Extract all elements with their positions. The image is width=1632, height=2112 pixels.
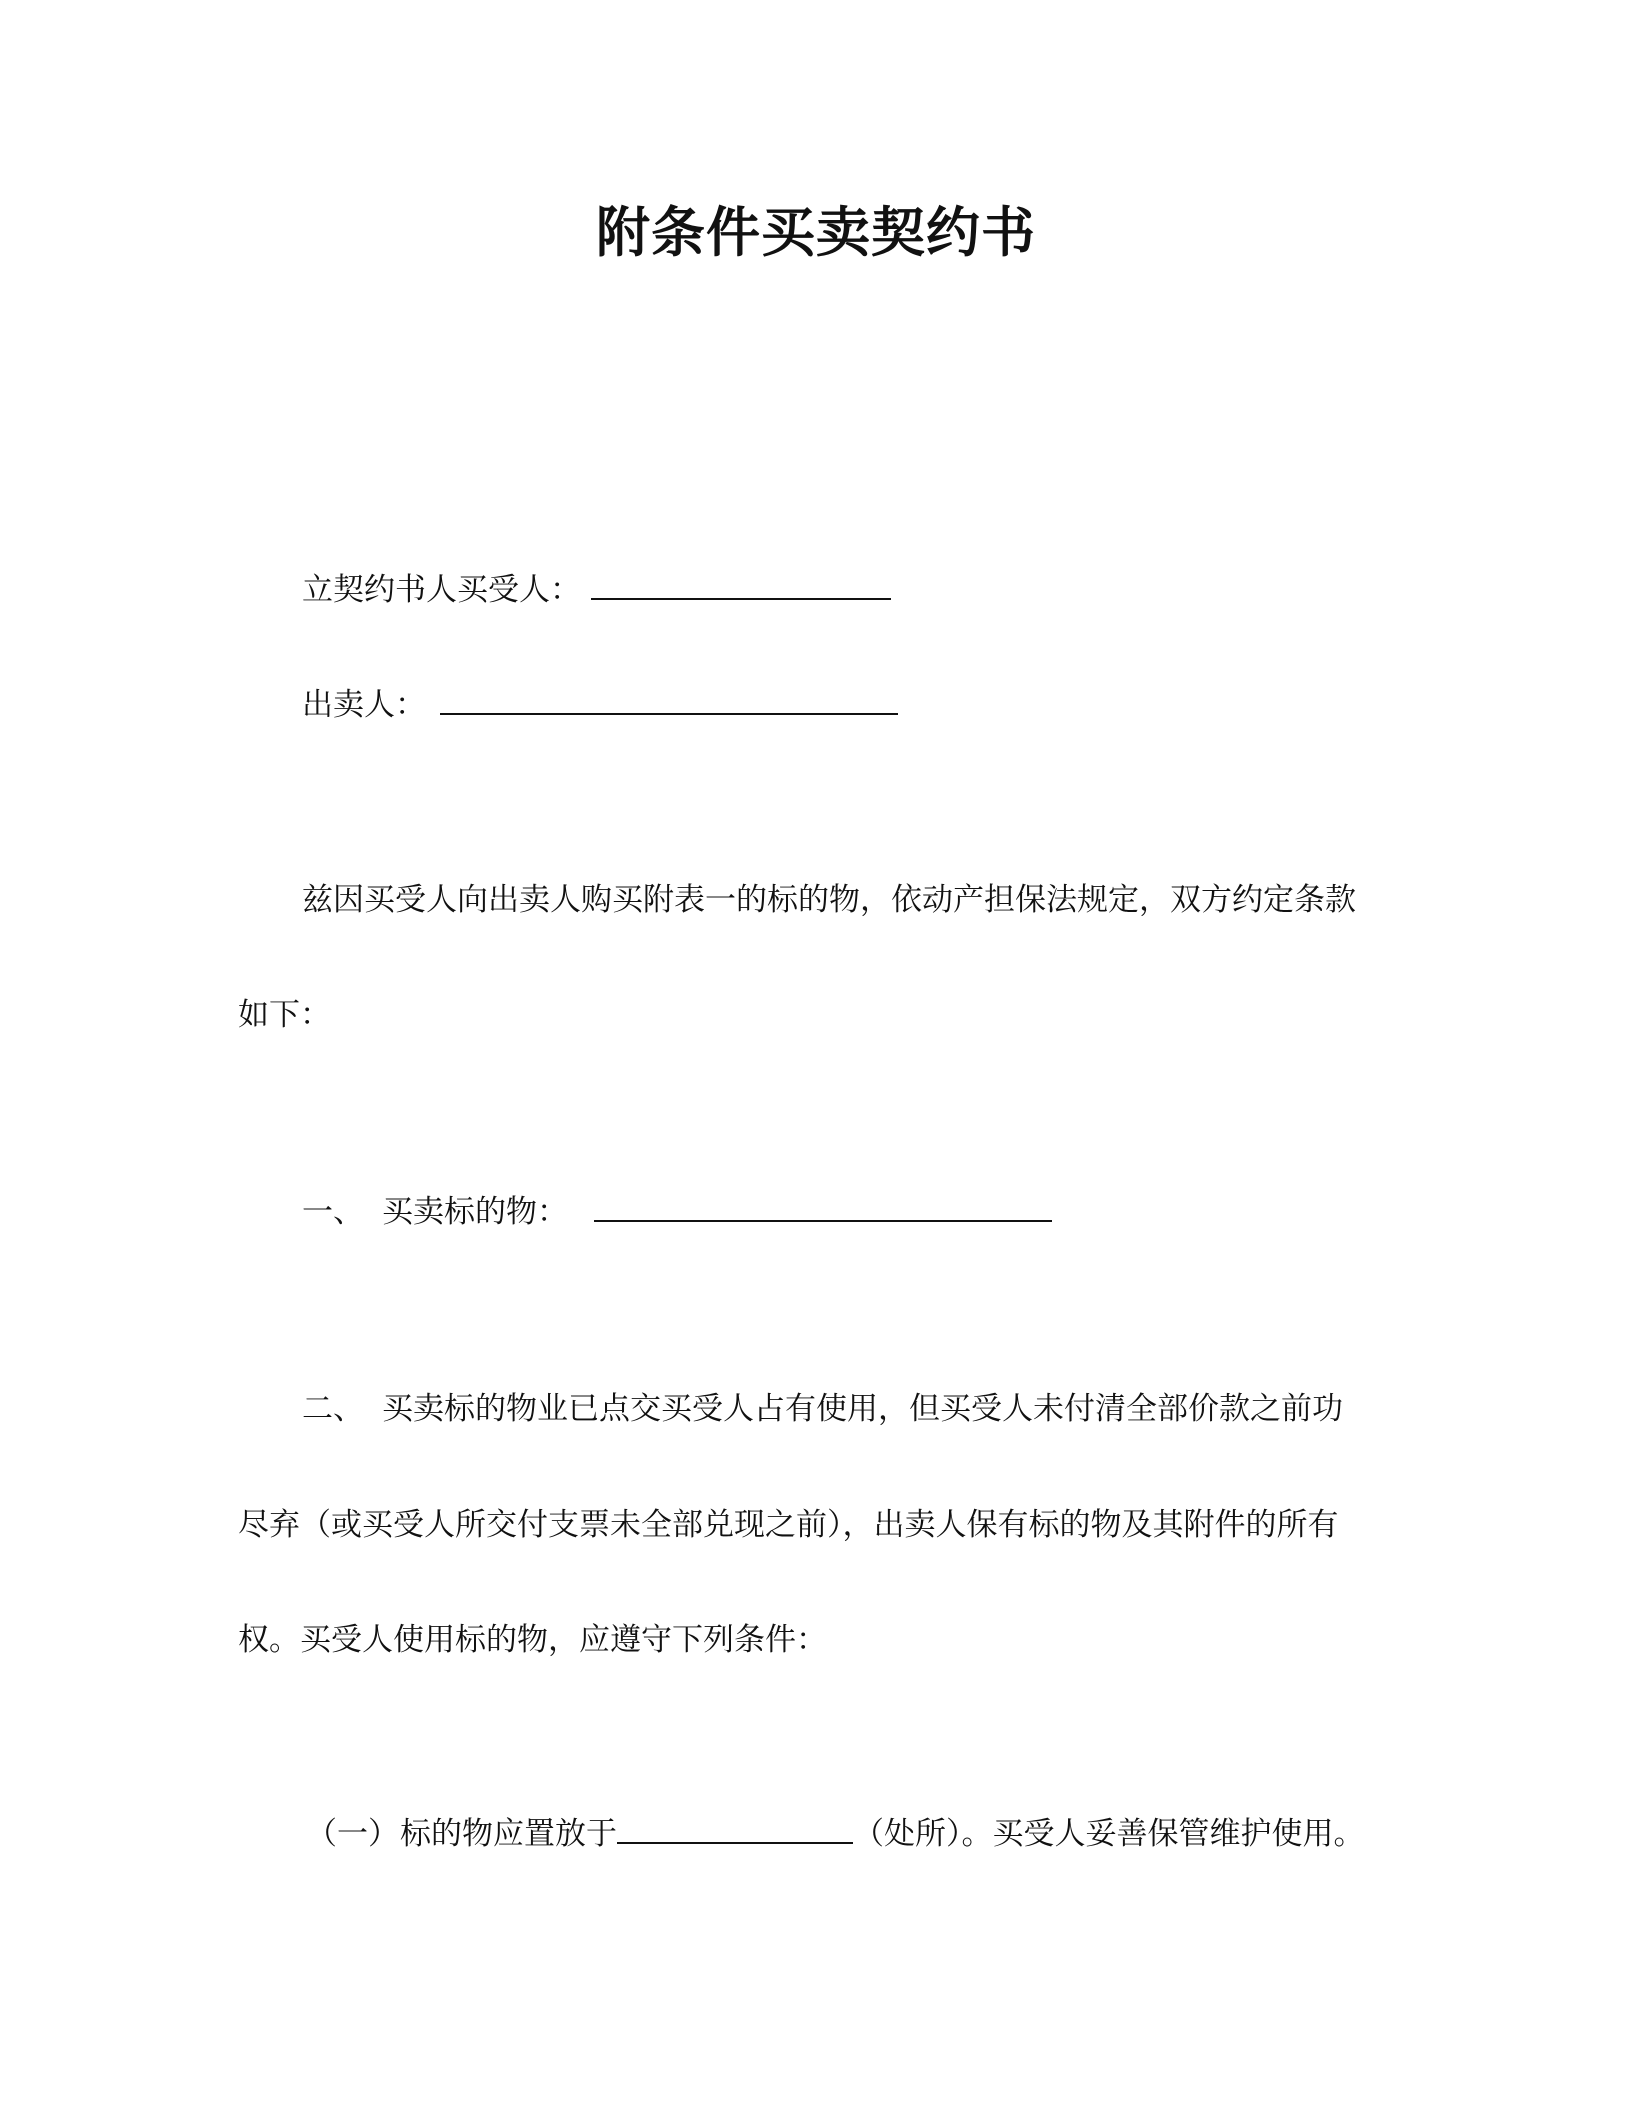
subclause-1-text-after: （处所）。买受人妥善保管维护使用。 [853, 1816, 1365, 1852]
buyer-blank [591, 568, 891, 600]
clause-1 [302, 1190, 1052, 1234]
clause-1-blank [594, 1190, 1052, 1222]
clause-2-number: 二、 [302, 1391, 364, 1427]
subclause-1-text-before: 标的物应置放于 [400, 1816, 617, 1852]
seller-line [302, 683, 898, 727]
buyer-label: 立契约书人买受人： [302, 572, 581, 608]
clause-2-line-1 [302, 1387, 1343, 1431]
clause-2-text-1: 买卖标的物业已点交买受人占有使用，但买受人未付清全部价款之前功 [382, 1391, 1343, 1427]
intro-line-1: 兹因买受人向出卖人购买附表一的标的物，依动产担保法规定，双方约定条款 [302, 882, 1356, 918]
clause-1-label: 买卖标的物： [382, 1194, 568, 1230]
subclause-1-blank [617, 1812, 853, 1844]
clause-2-line-3: 权。买受人使用标的物，应遵守下列条件： [238, 1622, 827, 1658]
clause-2-line-2: 尽弃（或买受人所交付支票未全部兑现之前），出卖人保有标的物及其附件的所有 [238, 1507, 1339, 1543]
subclause-1 [306, 1812, 1365, 1856]
seller-blank [440, 683, 898, 715]
subclause-1-number: （一） [306, 1816, 399, 1852]
buyer-line [302, 568, 891, 612]
document-title: 附条件买卖契约书 [596, 201, 1036, 264]
clause-1-number: 一、 [302, 1194, 364, 1230]
intro-line-2: 如下： [238, 997, 331, 1033]
seller-label: 出卖人： [302, 687, 426, 723]
